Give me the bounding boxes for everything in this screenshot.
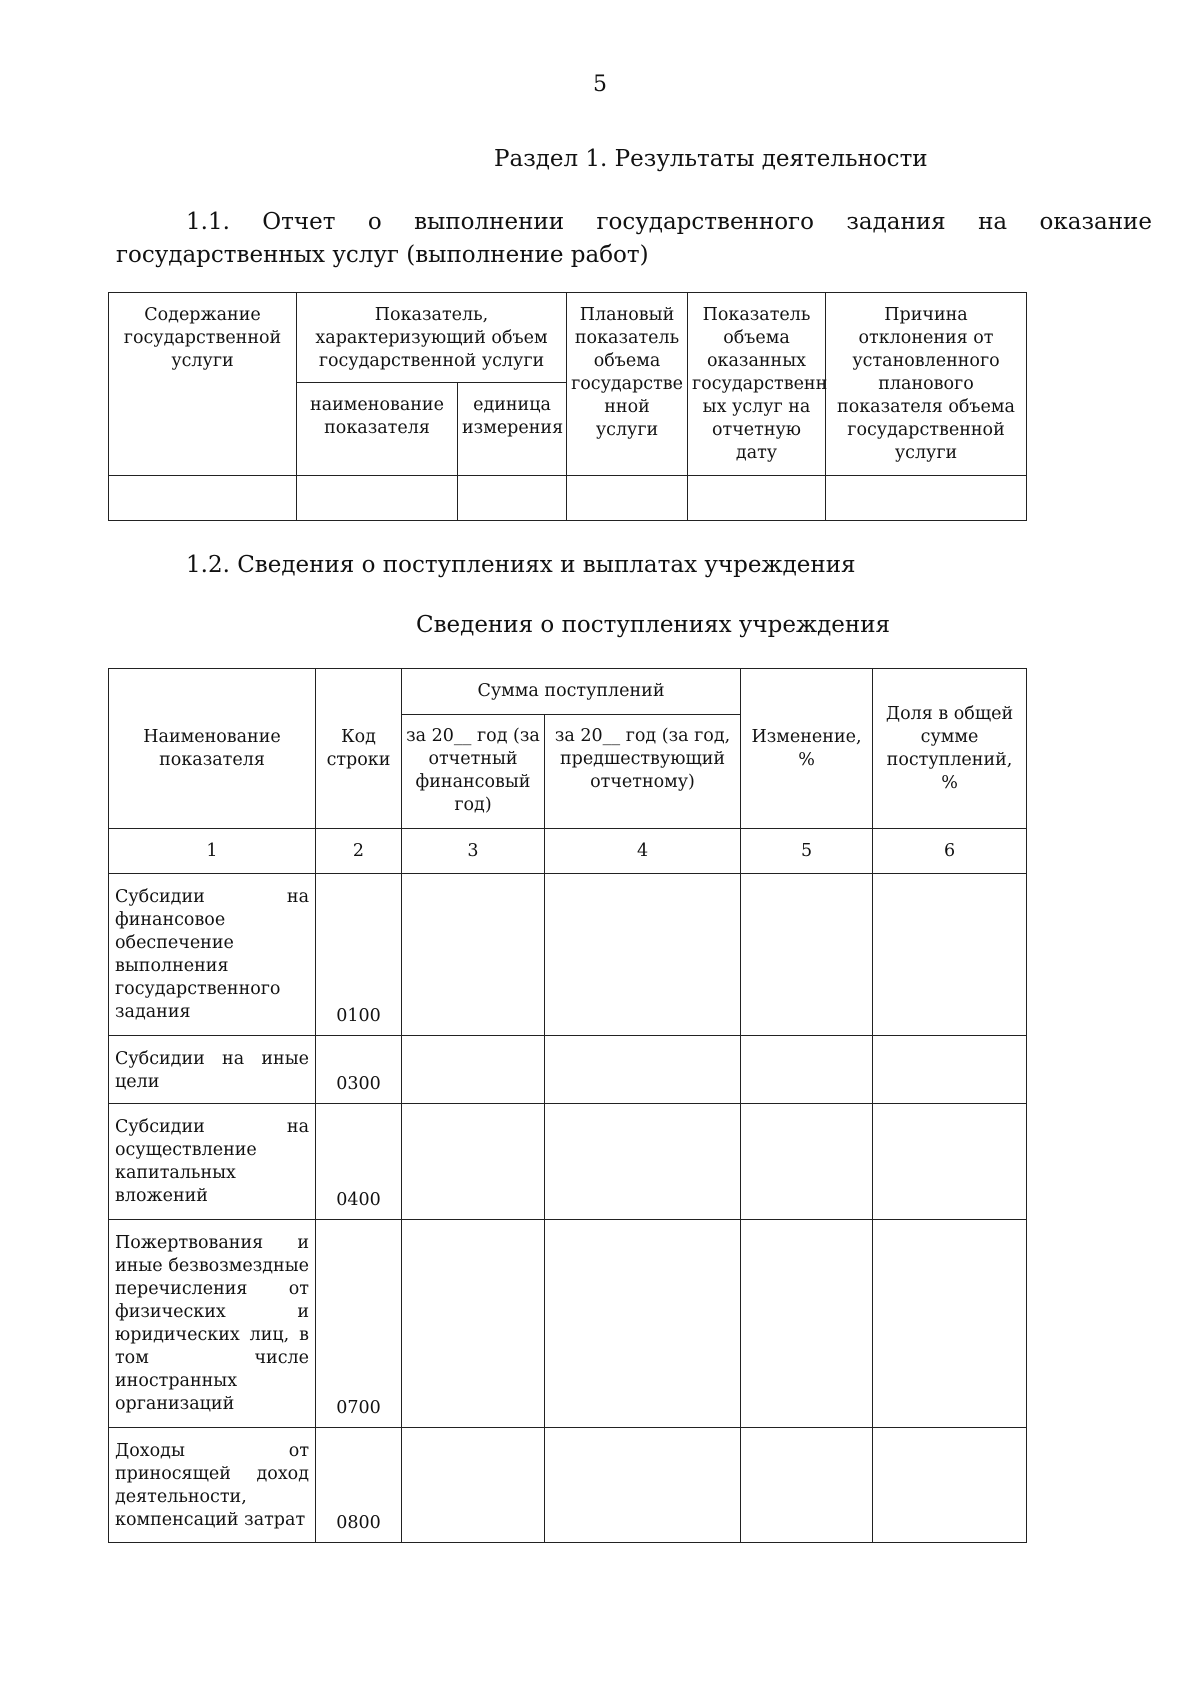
table-cell: [545, 1036, 741, 1104]
table-cell: [873, 874, 1027, 1036]
row-code: 0800: [316, 1428, 402, 1543]
table-cell: [741, 874, 873, 1036]
header-year-report: за 20__ год (за отчетный финансовый год): [402, 715, 545, 829]
header-code: Код строки: [316, 669, 402, 829]
header-indicator: Показатель, характеризующий объем государственной услуги: [297, 293, 567, 383]
table-cell: [402, 1036, 545, 1104]
table-cell: [826, 476, 1027, 521]
table-cell: [402, 874, 545, 1036]
table-cell: [741, 1036, 873, 1104]
header-provided: Показатель объема оказанных государственн ых услуг на отчетную дату: [688, 293, 826, 476]
column-number: 3: [402, 829, 545, 874]
header-name: Наименование показателя: [109, 669, 316, 829]
row-name: Пожертвования и иные безвозмездные перечисления от физических и юридических лиц, в том числе иностранных организаций: [109, 1220, 316, 1428]
table-cell: [109, 476, 297, 521]
header-reason: Причина отклонения от установленного планового показателя объема государственной услуги: [826, 293, 1027, 476]
table-cell: [873, 1220, 1027, 1428]
table-cell: [873, 1428, 1027, 1543]
row-name: Субсидии на иные цели: [109, 1036, 316, 1104]
column-numbers-row: [109, 829, 1027, 874]
table-cell: [458, 476, 567, 521]
state-assignment-table: [108, 292, 1027, 521]
table-cell: [545, 874, 741, 1036]
table-cell: [741, 1428, 873, 1543]
header-planned: Плановый показатель объема государстве нной услуги: [567, 293, 688, 476]
table-row: [109, 476, 1027, 521]
table-row: [109, 1104, 1027, 1220]
row-code: 0700: [316, 1220, 402, 1428]
table-cell: [545, 1220, 741, 1428]
table-cell: [545, 1428, 741, 1543]
table-row: [109, 874, 1027, 1036]
column-number: 4: [545, 829, 741, 874]
receipts-subtitle: Сведения о поступлениях учреждения: [416, 612, 891, 638]
header-share: Доля в общей сумме поступлений, %: [873, 669, 1027, 829]
paragraph-1-2: 1.2. Сведения о поступлениях и выплатах учреждения: [186, 552, 856, 578]
column-number: 2: [316, 829, 402, 874]
row-code: 0400: [316, 1104, 402, 1220]
header-change: Изменение, %: [741, 669, 873, 829]
table-cell: [873, 1104, 1027, 1220]
header-indicator-name: наименование показателя: [297, 383, 458, 476]
page-number: 5: [593, 72, 607, 97]
column-number: 6: [873, 829, 1027, 874]
row-name: Субсидии на финансовое обеспечение выполнения государственного задания: [109, 874, 316, 1036]
table-cell: [545, 1104, 741, 1220]
section-title: Раздел 1. Результаты деятельности: [494, 146, 928, 172]
table-cell: [567, 476, 688, 521]
row-name: Субсидии на осуществление капитальных вложений: [109, 1104, 316, 1220]
header-content: Содержание государственной услуги: [109, 293, 297, 476]
table-cell: [402, 1428, 545, 1543]
header-sum: Сумма поступлений: [402, 669, 741, 715]
row-name: Доходы от приносящей доход деятельности, компенсаций затрат: [109, 1428, 316, 1543]
row-code: 0100: [316, 874, 402, 1036]
table-row: [109, 1220, 1027, 1428]
table-cell: [297, 476, 458, 521]
table-cell: [402, 1220, 545, 1428]
table-cell: [402, 1104, 545, 1220]
table-cell: [741, 1220, 873, 1428]
paragraph-1-1: 1.1. Отчет о выполнении государственного задания на оказание государственных услуг (выполнение работ): [116, 209, 1152, 268]
column-number: 5: [741, 829, 873, 874]
header-year-prev: за 20__ год (за год, предшествующий отчетному): [545, 715, 741, 829]
table-row: [109, 1036, 1027, 1104]
table-cell: [873, 1036, 1027, 1104]
table-cell: [688, 476, 826, 521]
table-cell: [741, 1104, 873, 1220]
header-unit: единица измерения: [458, 383, 567, 476]
receipts-table: [108, 668, 1027, 1543]
column-number: 1: [109, 829, 316, 874]
row-code: 0300: [316, 1036, 402, 1104]
table-row: [109, 1428, 1027, 1543]
